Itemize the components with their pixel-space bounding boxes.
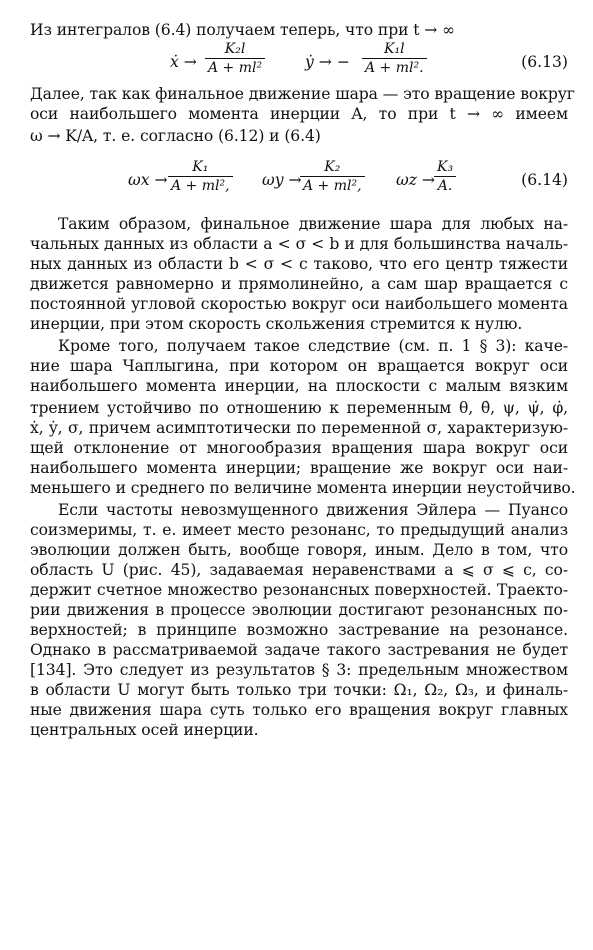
eq-fraction xyxy=(362,40,427,77)
eq-fraction xyxy=(168,158,233,195)
text-line: [134]. Это следует из результатов § 3: предельным множеством xyxy=(30,661,568,679)
text-line: центральных осей инерции. xyxy=(30,721,259,739)
text-line: трением устойчиво по отношению к переменным θ, θ̇, ψ, ψ̇, φ̇, xyxy=(30,399,568,417)
eq-denominator: A + ml², xyxy=(171,178,230,194)
eq-denominator: A + ml², xyxy=(303,178,362,194)
eq-denominator: A + ml² xyxy=(208,60,263,76)
text-line: Таким образом, финальное движение шара для любых на- xyxy=(58,215,568,233)
equation-number: (6.13) xyxy=(521,53,568,71)
text-line: ω → K/A, т. е. согласно (6.12) и (6.4) xyxy=(30,127,321,145)
text-line: область U (рис. 45), задаваемая неравенствами a ⩽ σ ⩽ c, со- xyxy=(30,561,568,579)
text-line: Однако в рассматриваемой задаче такого застревания не будет xyxy=(30,641,568,659)
eq-lhs: ωz → xyxy=(396,171,435,189)
eq-fraction xyxy=(434,158,456,195)
eq-fraction xyxy=(300,158,365,195)
text-line: щей отклонение от многообразия вращения шара вокруг оси xyxy=(30,439,568,457)
text-line: инерции, при этом скорость скольжения стремится к нулю. xyxy=(30,315,523,333)
eq-numerator: K₁ xyxy=(168,158,233,177)
eq-denominator: A. xyxy=(437,178,453,194)
text-line: наибольшего момента инерции, на плоскости с малым вязким xyxy=(30,377,568,395)
text-line: чальных данных из области a < σ < b и для большинства началь- xyxy=(30,235,568,253)
text-line: Далее, так как финальное движение шара — это вращение вокруг xyxy=(30,85,575,103)
text-line: ных данных из области b < σ < c таково, что его центр тяжести xyxy=(30,255,568,273)
eq-numerator: K₂l xyxy=(205,40,265,59)
eq-lhs: ωy → xyxy=(262,171,302,189)
eq-lhs: ẏ → − xyxy=(305,53,350,71)
eq-numerator: K₂ xyxy=(300,158,365,177)
eq-numerator: K₁l xyxy=(362,40,427,59)
text-line: Если частоты невозмущенного движения Эйлера — Пуансо xyxy=(58,501,568,519)
text-line: меньшего и среднего по величине момента инерции неустойчиво. xyxy=(30,479,576,497)
equation-6-14 xyxy=(0,158,593,202)
text-line: движется равномерно и прямолинейно, а сам шар вращается с xyxy=(30,275,568,293)
text-line: ные движения шара суть только его вращения вокруг главных xyxy=(30,701,568,719)
eq-numerator: K₃ xyxy=(434,158,456,177)
eq-lhs: ωx → xyxy=(128,171,168,189)
text-line: оси наибольшего момента инерции A, то при t → ∞ имеем xyxy=(30,105,568,123)
text-line: Из интегралов (6.4) получаем теперь, что при t → ∞ xyxy=(30,21,455,39)
equation-number: (6.14) xyxy=(521,171,568,189)
eq-fraction xyxy=(205,40,265,77)
text-line: верхностей; в принципе возможно застревание на резонансе. xyxy=(30,621,568,639)
eq-lhs: ẋ → xyxy=(170,53,197,71)
text-line: наибольшего момента инерции; вращение же вокруг оси наи- xyxy=(30,459,568,477)
text-line: постоянной угловой скоростью вокруг оси наибольшего момента xyxy=(30,295,568,313)
text-line: рии движения в процессе эволюции достигают резонансных по- xyxy=(30,601,568,619)
equation-6-13 xyxy=(0,40,593,84)
text-line: соизмеримы, т. е. имеет место резонанс, то предыдущий анализ xyxy=(30,521,568,539)
text-line: эволюции должен быть, вообще говоря, иным. Дело в том, что xyxy=(30,541,568,559)
text-line: держит счетное множество резонансных поверхностей. Траекто- xyxy=(30,581,568,599)
text-line: Кроме того, получаем такое следствие (см. п. 1 § 3): каче- xyxy=(58,337,568,355)
text-line: ẋ, ẏ, σ, причем асимптотически по переменной σ, характеризую- xyxy=(30,419,568,437)
text-line: ние шара Чаплыгина, при котором он вращается вокруг оси xyxy=(30,357,568,375)
eq-denominator: A + ml². xyxy=(365,60,424,76)
text-line: в области U могут быть только три точки: Ω₁, Ω₂, Ω₃, и финаль- xyxy=(30,681,568,699)
